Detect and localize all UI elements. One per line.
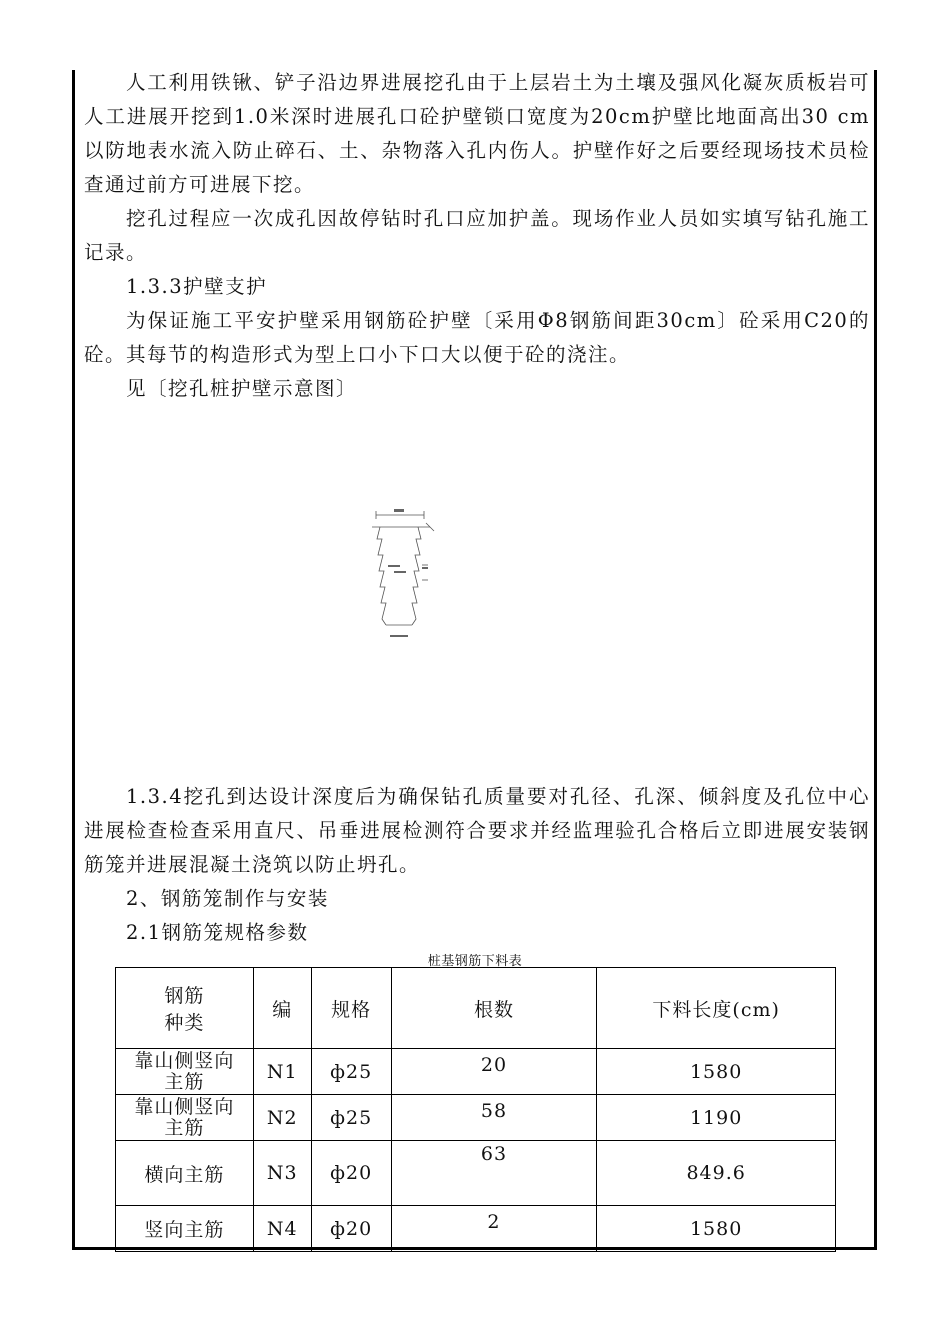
header-count: 根数 xyxy=(391,968,597,1049)
pile-wall-diagram-svg xyxy=(360,505,440,650)
table-row xyxy=(116,1049,836,1095)
paragraph-see-figure: 见〔挖孔桩护壁示意图〕 xyxy=(126,377,358,400)
cell-type: 横向主筋 xyxy=(116,1141,254,1206)
header-no: 编 xyxy=(253,968,311,1049)
cell-spec: ф20 xyxy=(311,1141,391,1206)
heading-2-1: 2.1钢筋笼规格参数 xyxy=(126,921,309,944)
cell-no: N3 xyxy=(253,1141,311,1206)
cell-count: 63 xyxy=(391,1141,597,1206)
table-row xyxy=(116,1095,836,1141)
cell-no: N2 xyxy=(253,1095,311,1141)
cell-type: 靠山侧竖向 主筋 xyxy=(116,1049,254,1095)
cell-spec: ф25 xyxy=(311,1049,391,1095)
cell-type: 靠山侧竖向 主筋 xyxy=(116,1095,254,1141)
header-spec: 规格 xyxy=(311,968,391,1049)
heading-1-3-3: 1.3.3护壁支护 xyxy=(126,275,268,298)
cell-length: 1190 xyxy=(597,1095,836,1141)
cell-no: N1 xyxy=(253,1049,311,1095)
header-type: 钢筋 种类 xyxy=(116,968,254,1049)
document-body xyxy=(84,66,870,406)
paragraph-excavation: 人工利用铁锹、铲子沿边界进展挖孔由于上层岩土为土壤及强风化凝灰质板岩可人工进展开挖到1.0米深时进展孔口砼护壁锁口宽度为20cm护壁比地面高出30 cm以防地表水流入防止碎石、土、杂物落入孔内伤人。护壁作好之后要经现场技术员检查通过前方可进展下挖。 xyxy=(84,71,870,196)
cell-length: 1580 xyxy=(597,1206,836,1252)
paragraph-wall-support: 为保证施工平安护壁采用钢筋砼护壁〔采用Φ8钢筋间距30cm〕砼采用C20的砼。其每节的构造形式为型上口小下口大以便于砼的浇注。 xyxy=(84,309,870,366)
heading-section-2: 2、钢筋笼制作与安装 xyxy=(126,887,329,910)
cell-count: 2 xyxy=(391,1206,597,1252)
paragraph-one-pass: 挖孔过程应一次成孔因故停钻时孔口应加护盖。现场作业人员如实填写钻孔施工记录。 xyxy=(84,207,870,264)
table-caption: 桩基钢筋下料表 xyxy=(427,954,523,969)
cell-count: 58 xyxy=(391,1095,597,1141)
rebar-table xyxy=(115,967,836,1252)
cell-spec: ф25 xyxy=(311,1095,391,1141)
cell-no: N4 xyxy=(253,1206,311,1252)
pile-wall-diagram xyxy=(360,505,440,650)
cell-type: 竖向主筋 xyxy=(116,1206,254,1252)
cell-length: 849.6 xyxy=(597,1141,836,1206)
table-row xyxy=(116,1206,836,1252)
paragraph-1-3-4: 1.3.4挖孔到达设计深度后为确保钻孔质量要对孔径、孔深、倾斜度及孔位中心进展检查检查采用直尺、吊垂进展检测符合要求并经监理验孔合格后立即进展安装钢筋笼并进展混凝土浇筑以防止坍孔。 xyxy=(84,785,870,876)
cell-length: 1580 xyxy=(597,1049,836,1095)
header-length: 下料长度(cm) xyxy=(597,968,836,1049)
cell-count: 20 xyxy=(391,1049,597,1095)
table-row xyxy=(116,1141,836,1206)
document-body-2 xyxy=(84,780,870,950)
table-header-row xyxy=(116,968,836,1049)
cell-spec: ф20 xyxy=(311,1206,391,1252)
